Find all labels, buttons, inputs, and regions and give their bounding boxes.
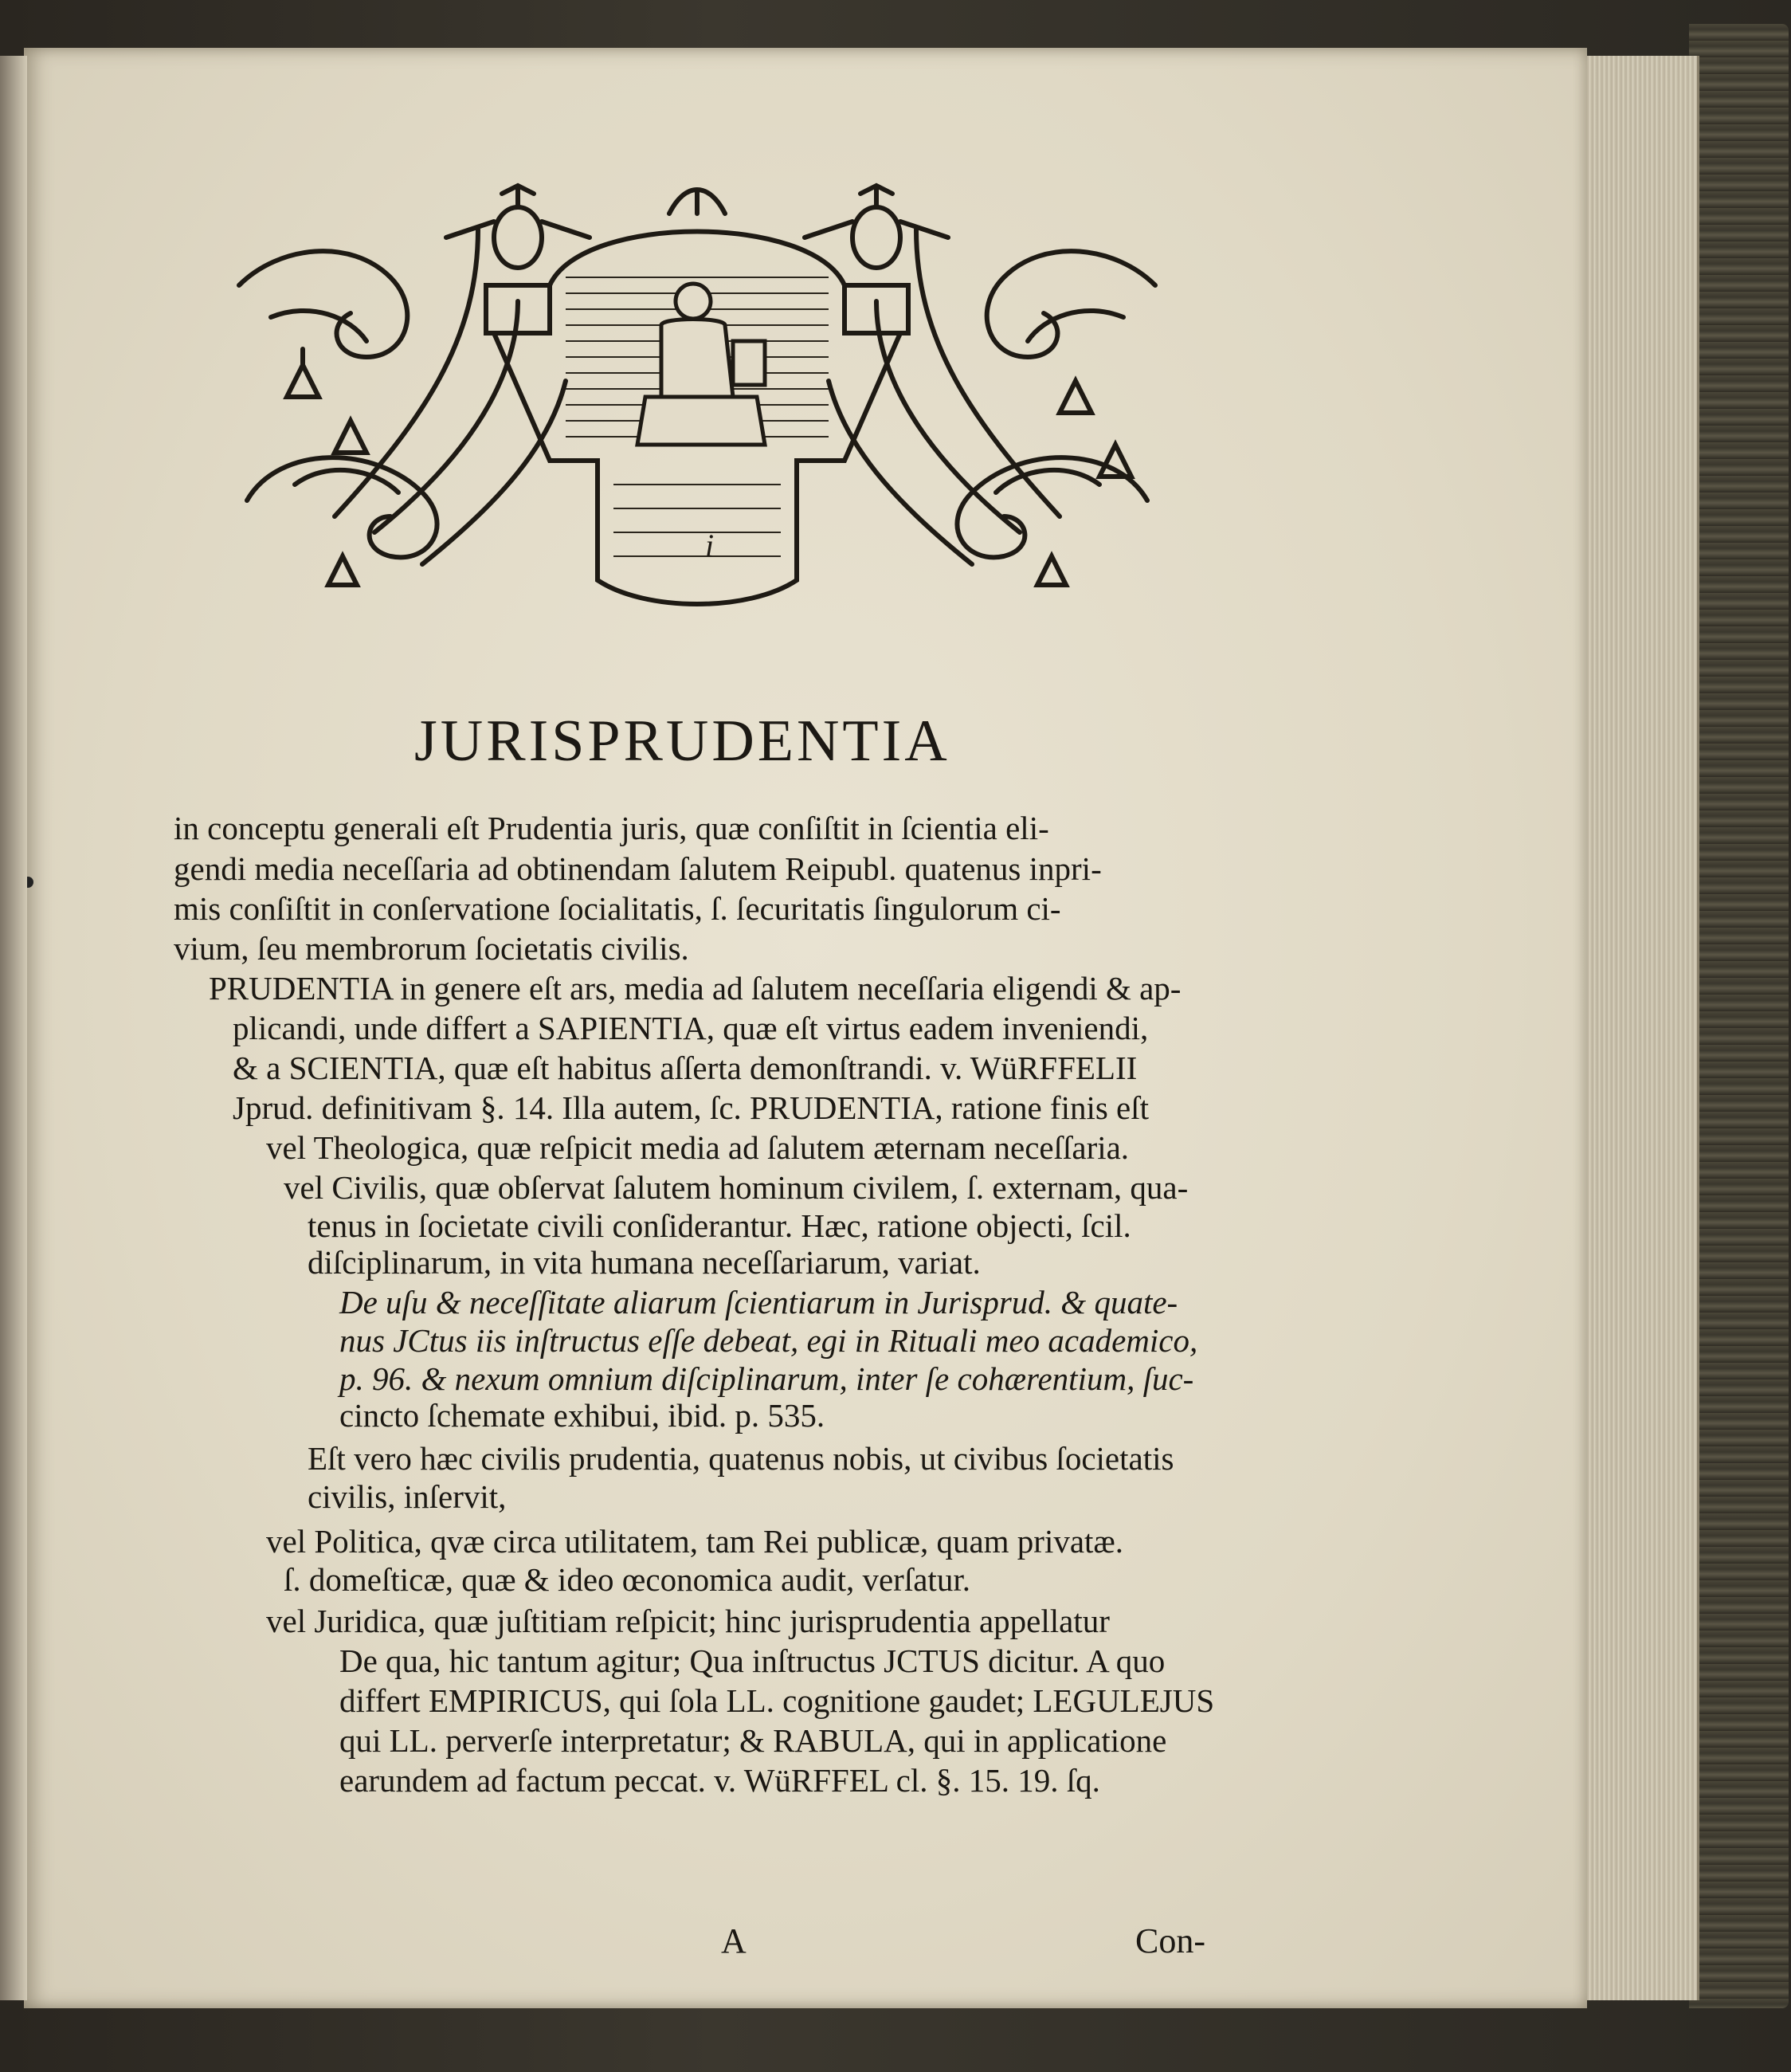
gutter-shadow — [0, 56, 27, 2000]
vignette-letter: i — [705, 528, 715, 563]
text-line: vel Juridica, quæ juſtitiam reſpicit; hinc jurisprudentia appellatur — [266, 1603, 1110, 1639]
text-line: cincto ſchemate exhibui, ibid. p. 535. — [339, 1397, 825, 1434]
text-line: earundem ad factum peccat. v. WüRFFEL cl. §. 15. 19. ſq. — [339, 1762, 1100, 1799]
text-line: De uſu & neceſſitate aliarum ſcientiarum in Jurisprud. & quate- — [339, 1284, 1178, 1321]
text-line: Eſt vero hæc civilis prudentia, quatenus nobis, ut civibus ſocietatis — [308, 1440, 1174, 1477]
text-line: De qua, hic tantum agitur; Qua inſtructus JCTUS dicitur. A quo — [339, 1642, 1166, 1679]
text-line: in conceptu generali eſt Prudentia juris, quæ conſiſtit in ſcientia eli- — [174, 810, 1049, 846]
text-line: tenus in ſocietate civili conſiderantur. Hæc, ratione objecti, ſcil. — [308, 1207, 1131, 1244]
text-line: vel Civilis, quæ obſervat ſalutem hominum civilem, ſ. externam, qua- — [284, 1169, 1189, 1206]
signature-mark: A — [721, 1921, 747, 1960]
text-line: PRUDENTIA in genere eſt ars, media ad ſalutem neceſſaria eligendi & ap- — [209, 970, 1182, 1007]
text-line: vel Politica, qvæ circa utilitatem, tam Rei publicæ, quam privatæ. — [266, 1523, 1124, 1560]
page-edges — [1585, 56, 1699, 2000]
text-line: nus JCtus iis inſtructus eſſe debeat, egi in Rituali meo academico, — [339, 1322, 1198, 1359]
text-line: vium, ſeu membrorum ſocietatis civilis. — [174, 930, 689, 967]
text-line: civilis, inſervit, — [308, 1478, 507, 1515]
text-line: Jprud. definitivam §. 14. Illa autem, ſc. PRUDENTIA, ratione finis eſt — [233, 1089, 1150, 1126]
text-line: vel Theologica, quæ reſpicit media ad ſalutem æternam neceſſaria. — [266, 1129, 1130, 1166]
text-line: p. 96. & nexum omnium diſciplinarum, inter ſe cohærentium, ſuc- — [339, 1360, 1194, 1397]
text-line: mis conſiſtit in conſervatione ſocialitatis, ſ. ſecuritatis ſingulorum ci- — [174, 890, 1061, 927]
text-line: & a SCIENTIA, quæ eſt habitus aſſerta demonſtrandi. v. WüRFFELII — [233, 1050, 1138, 1086]
text-line: qui LL. perverſe interpretatur; & RABULA, qui in applicatione — [339, 1722, 1167, 1759]
text-line: diſciplinarum, in vita humana neceſſariarum, variat. — [308, 1244, 981, 1281]
text-line: ſ. domeſticæ, quæ & ideo œconomica audit, verſatur. — [284, 1561, 970, 1598]
page-title: JURISPRUDENTIA — [414, 708, 950, 774]
headpiece-vignette — [215, 182, 1179, 620]
text-line: differt EMPIRICUS, qui ſola LL. cognitione gaudet; LEGULEJUS — [339, 1682, 1215, 1719]
cover-board-right — [1689, 24, 1789, 2008]
catchword: Con- — [1135, 1921, 1205, 1960]
text-line: plicandi, unde differt a SAPIENTIA, quæ eſt virtus eadem inveniendi, — [233, 1010, 1149, 1046]
text-line: gendi media neceſſaria ad obtinendam ſalutem Reipubl. quatenus inpri- — [174, 850, 1102, 887]
